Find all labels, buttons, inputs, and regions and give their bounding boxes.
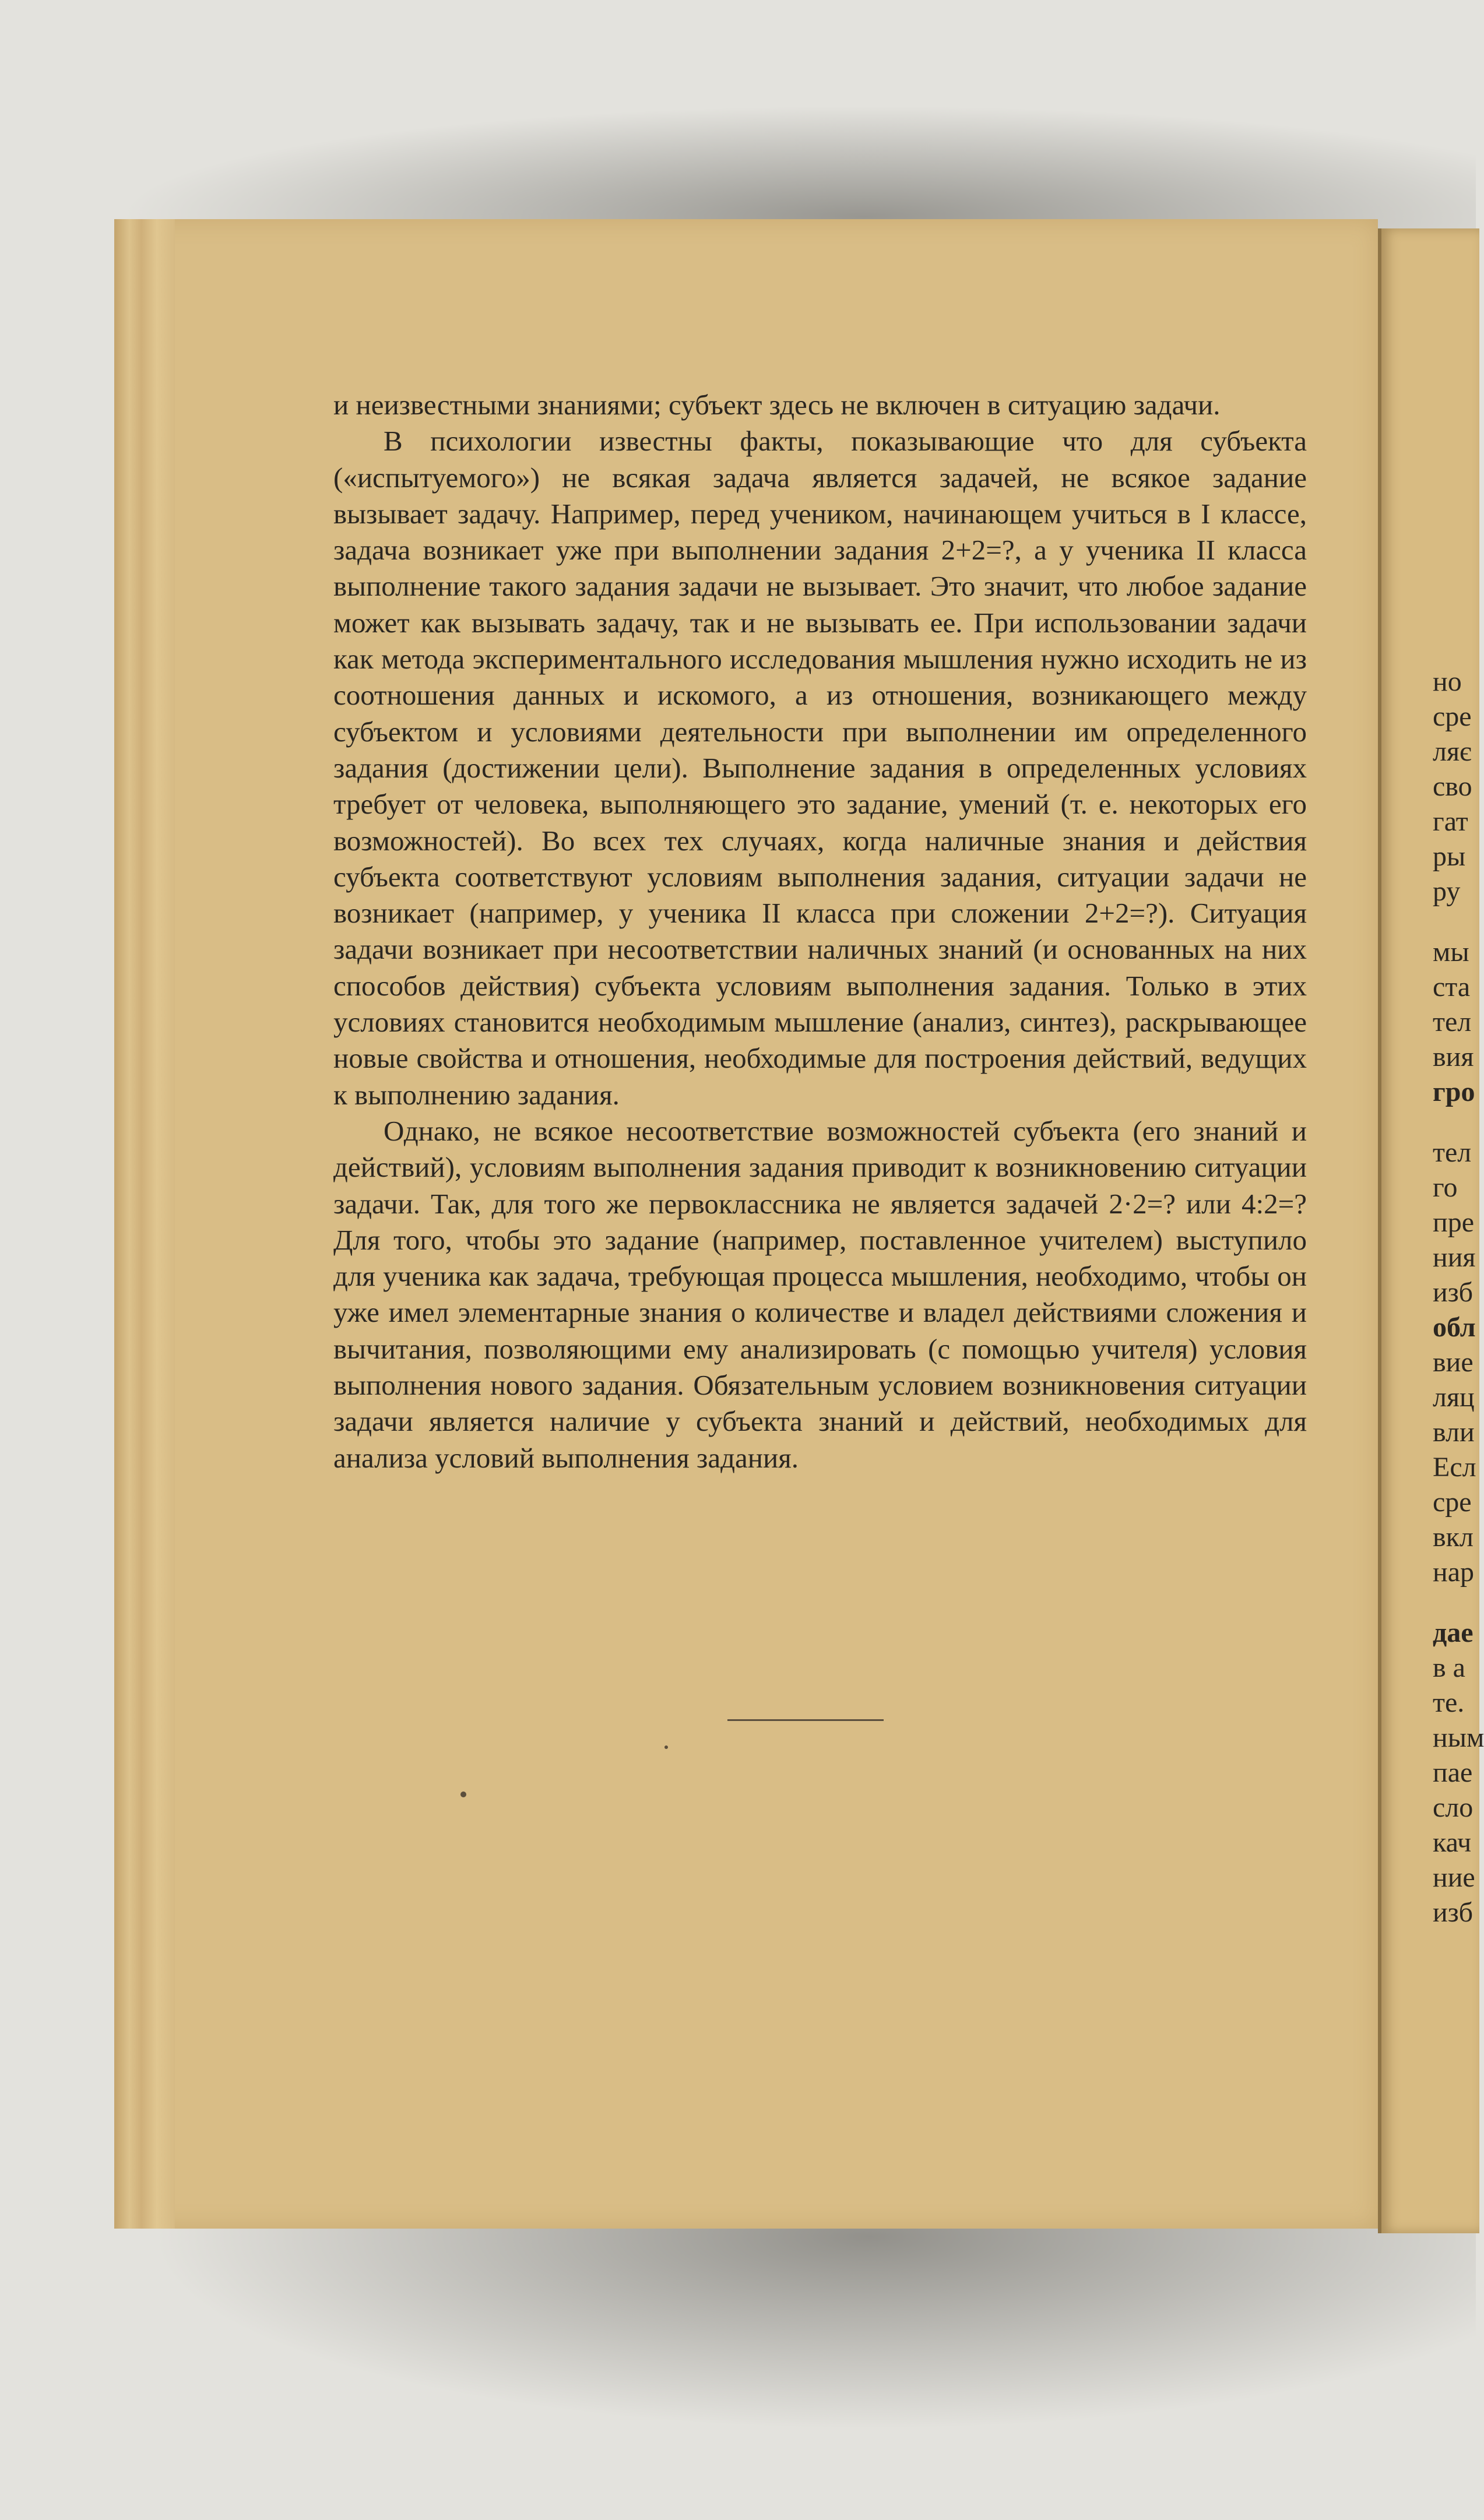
background-shadow-bottom <box>128 2215 1476 2436</box>
facing-line-fragment: обл <box>1433 1312 1476 1343</box>
facing-line-fragment: сво <box>1433 771 1472 802</box>
facing-line-fragment: нар <box>1433 1557 1474 1588</box>
paragraph-1: и неизвестными знаниями; субъект здесь не включен в ситуацию задачи. <box>333 389 1221 421</box>
facing-line-fragment: пае <box>1433 1757 1473 1788</box>
facing-line-fragment: пре <box>1433 1207 1474 1238</box>
facing-line-fragment: мы <box>1433 937 1469 967</box>
paper-speck <box>664 1745 668 1749</box>
body-text <box>333 387 1307 1476</box>
facing-line-fragment: ляц <box>1433 1382 1475 1413</box>
facing-line-fragment: но <box>1433 666 1462 697</box>
page-stack-edge <box>114 219 175 2229</box>
facing-line-fragment: кач <box>1433 1827 1472 1858</box>
facing-line-fragment: тел <box>1433 1006 1472 1037</box>
facing-page-text <box>1433 664 1484 2040</box>
facing-line-fragment: ние <box>1433 1862 1475 1893</box>
facing-line-fragment: Есл <box>1433 1452 1476 1483</box>
facing-gap <box>1433 909 1479 935</box>
facing-gap <box>1433 1110 1479 1135</box>
facing-line-fragment: те. <box>1433 1687 1465 1718</box>
paper-speck <box>460 1792 466 1797</box>
facing-line-fragment: вкл <box>1433 1522 1474 1553</box>
facing-line-fragment: ным <box>1433 1722 1484 1753</box>
facing-line-fragment: ру <box>1433 876 1461 907</box>
facing-line-fragment: тел <box>1433 1137 1472 1168</box>
facing-line-fragment: сре <box>1433 1487 1472 1518</box>
facing-line-fragment: гат <box>1433 806 1468 837</box>
paragraph-2: В психологии известны факты, показывающие что для субъекта («испытуемого») не всякая задача является задачей, не всякое задание вызывает задачу. Например, перед учеником, начинающем учиться в I классе, задача возникает уже при выполнении задания 2+2=?, а у ученика II класса выполнение такого задания задачи не вызывает. Это значит, что любое задание может как вызывать задачу, так и не вызывать ее. При использовании задачи как метода экспериментального исследования мышления нужно исходить не из соотношения данных и искомого, а из отношения, возникающего между субъектом и условиями деятельности при выполнении им определенного задания (достижении цели). Выполнение задания в определенных условиях требует от человека, выполняющего это задание, умений (т. е. некоторых его возможностей). Во всех тех случаях, когда наличные знания и действия субъекта соответствуют условиям выполнения задания, ситуации задачи не возникает (например, у ученика II класса при сложении 2+2=?). Ситуация задачи возникает при несоответствии наличных знаний (и основанных на них способов действия) субъекта условиям выполнения задания. Только в этих условиях становится необходимым мышление (анализ, синтез), раскрывающее новые свойства и отношения, необходимые для построения действий, ведущих к выполнению задания. <box>333 425 1307 1111</box>
facing-line-fragment: ры <box>1433 841 1466 872</box>
end-rule <box>727 1719 884 1721</box>
facing-line-fragment: ния <box>1433 1242 1476 1273</box>
facing-line-fragment: сло <box>1433 1792 1474 1823</box>
facing-line-fragment: дае <box>1433 1617 1474 1648</box>
facing-gap <box>1433 1590 1479 1616</box>
paragraph-3: Однако, не всякое несоответствие возможностей субъекта (его знаний и действий), условиям выполнения задания приводит к возникновению ситуации задачи. Так, для того же первоклассника не является задачей 2·2=? или 4:2=? Для того, чтобы это задание (например, поставленное учителем) выступило для ученика как задача, требующая процесса мышления, необходимо, чтобы он уже имел элементарные знания о количестве и владел действиями сложения и вычитания, позволяющими ему анализировать (с помощью учителя) условия выполнения нового задания. Обязательным условием возникновения ситуации задачи является наличие у субъекта знаний и действий, необходимых для анализа условий выполнения задания. <box>333 1114 1307 1474</box>
facing-line-fragment: вли <box>1433 1417 1475 1448</box>
facing-line-fragment: ляє <box>1433 736 1472 767</box>
facing-line-fragment: изб <box>1433 1897 1474 1928</box>
facing-line-fragment: гро <box>1433 1076 1475 1107</box>
facing-line-fragment: го <box>1433 1172 1458 1203</box>
facing-line-fragment: в а <box>1433 1652 1465 1683</box>
facing-line-fragment: сре <box>1433 701 1472 732</box>
facing-line-fragment: вия <box>1433 1041 1474 1072</box>
facing-line-fragment: изб <box>1433 1277 1474 1308</box>
facing-line-fragment: ста <box>1433 972 1471 1002</box>
facing-line-fragment: вие <box>1433 1347 1474 1378</box>
